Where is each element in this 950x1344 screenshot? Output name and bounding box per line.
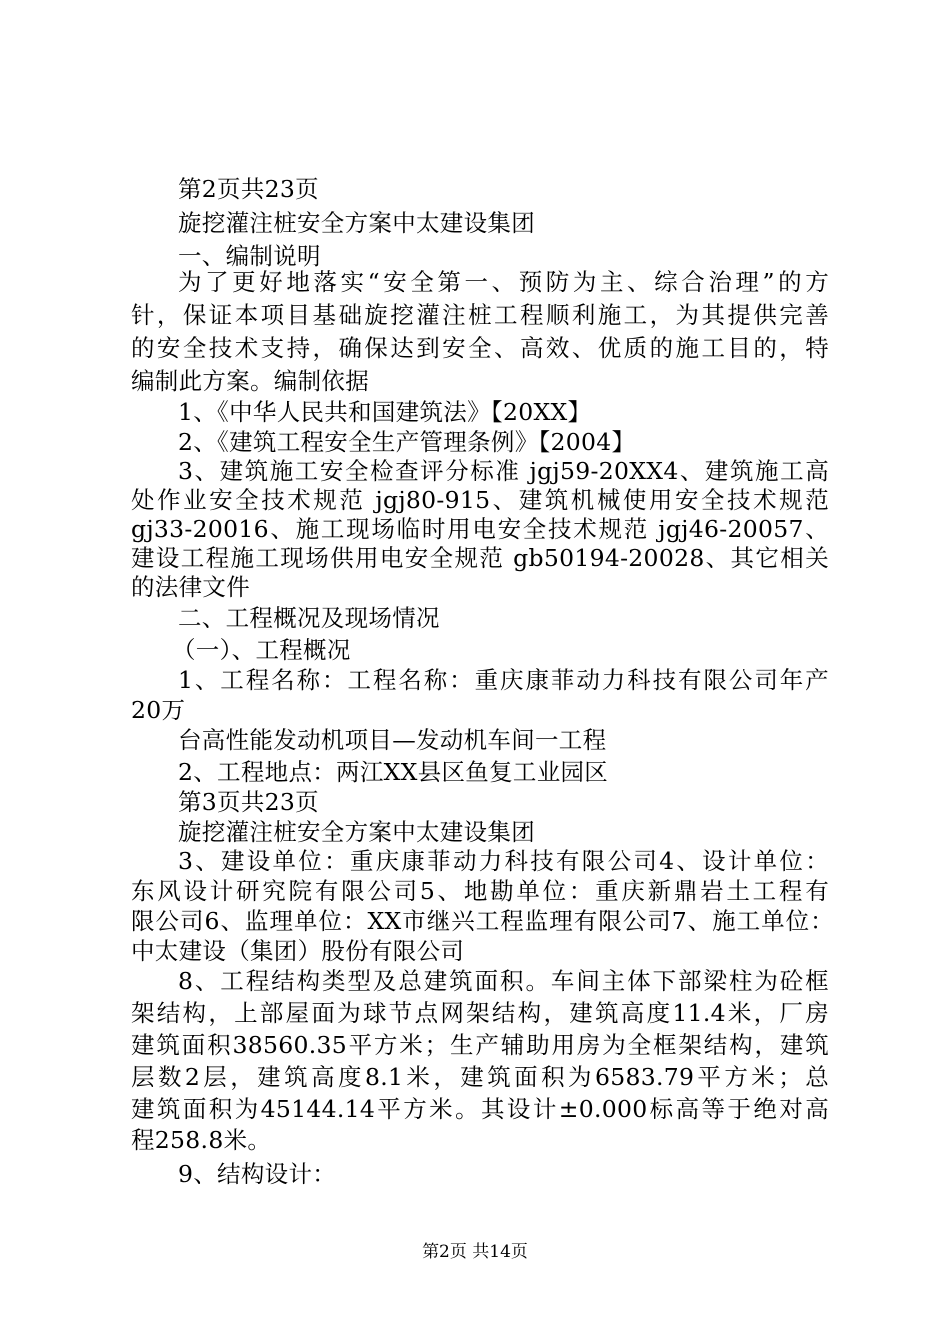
paragraph-line: gj33-20016、施工现场临时用电安全技术规范 jgj46-20057、 <box>131 515 829 543</box>
section-heading: 二、工程概况及现场情况 <box>178 604 440 632</box>
subsection-heading: （一）、工程概况 <box>172 636 351 664</box>
paragraph-line: 台高性能发动机项目—发动机车间一工程 <box>178 726 607 754</box>
page-marker: 第3页共23页 <box>178 788 319 816</box>
page-footer: 第2页 共14页 <box>422 1242 528 1262</box>
paragraph-line: 建筑面积38560.35平方米；生产辅助用房为全框架结构，建筑 <box>131 1031 829 1059</box>
paragraph-line: 架结构，上部屋面为球节点网架结构，建筑高度11.4米，厂房 <box>131 999 829 1027</box>
paragraph-line: 2、工程地点：两江XX县区鱼复工业园区 <box>178 758 609 786</box>
paragraph-line: 针，保证本项目基础旋挖灌注桩工程顺利施工，为其提供完善 <box>131 301 829 329</box>
paragraph-line: 3、建设单位：重庆康菲动力科技有限公司4、设计单位： <box>178 847 829 875</box>
paragraph-line: 中太建设（集团）股份有限公司 <box>131 937 465 965</box>
paragraph-line: 1、工程名称：工程名称：重庆康菲动力科技有限公司年产 <box>178 666 829 694</box>
paragraph-line: 3、建筑施工安全检查评分标准 jgj59-20XX4、建筑施工高 <box>178 457 829 485</box>
paragraph-line: 的安全技术支持，确保达到安全、高效、优质的施工目的，特 <box>131 334 829 362</box>
running-header: 旋挖灌注桩安全方案中太建设集团 <box>178 818 535 846</box>
paragraph-line: 为了更好地落实“安全第一、预防为主、综合治理”的方 <box>178 268 829 296</box>
list-item: 1、《中华人民共和国建筑法》【20XX】 <box>178 398 592 426</box>
paragraph-line: 编制此方案。编制依据 <box>131 367 369 395</box>
list-item: 2、《建筑工程安全生产管理条例》【2004】 <box>178 428 636 456</box>
section-heading: 一、编制说明 <box>178 242 321 270</box>
paragraph-line: 处作业安全技术规范 jgj80-915、建筑机械使用安全技术规范 <box>131 486 829 514</box>
paragraph-line: 20万 <box>131 696 186 724</box>
paragraph-line: 层数2层，建筑高度8.1米，建筑面积为6583.79平方米；总 <box>131 1063 829 1091</box>
paragraph-line: 的法律文件 <box>131 573 250 601</box>
paragraph-line: 9、结构设计： <box>178 1160 337 1188</box>
paragraph-line: 程258.8米。 <box>131 1126 272 1154</box>
paragraph-line: 建设工程施工现场供用电安全规范 gb50194-20028、其它相关 <box>131 544 829 572</box>
running-header: 旋挖灌注桩安全方案中太建设集团 <box>178 209 535 237</box>
page-marker: 第2页共23页 <box>178 175 319 203</box>
paragraph-line: 建筑面积为45144.14平方米。其设计±0.000标高等于绝对高 <box>131 1095 829 1123</box>
paragraph-line: 限公司6、监理单位：XX市继兴工程监理有限公司7、施工单位： <box>131 907 834 935</box>
paragraph-line: 8、工程结构类型及总建筑面积。车间主体下部梁柱为砼框 <box>178 967 829 995</box>
paragraph-line: 东风设计研究院有限公司5、地勘单位：重庆新鼎岩土工程有 <box>131 877 829 905</box>
